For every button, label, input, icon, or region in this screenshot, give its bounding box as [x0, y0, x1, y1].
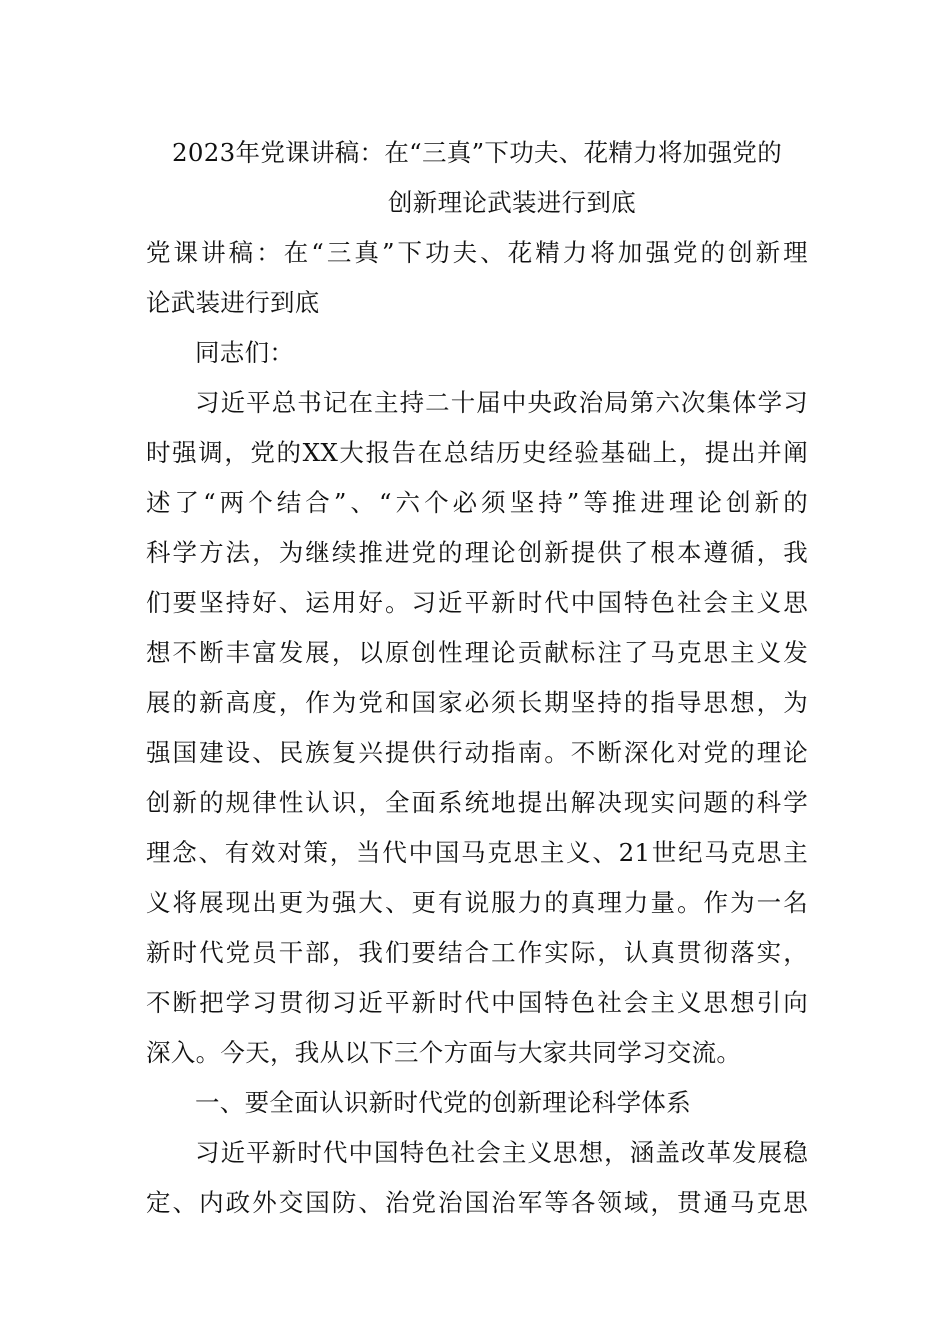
- paragraph-line: 强国建设、民族复兴提供行动指南。不断深化对党的理论: [146, 738, 808, 767]
- paragraph-intro: [146, 378, 808, 1078]
- title-line: 创新理论武装进行到底: [388, 188, 636, 217]
- paragraph-section1: [146, 1128, 808, 1228]
- title-line: 2023年党课讲稿：在“三真”下功夫、花精力将加强党的: [172, 138, 782, 167]
- salutation-text: 同志们：: [195, 338, 295, 367]
- paragraph-line: 们要坚持好、运用好。习近平新时代中国特色社会主义思: [146, 588, 808, 617]
- paragraph-line: 理念、有效对策，当代中国马克思主义、21世纪马克思主: [146, 838, 808, 867]
- paragraph-line: 习近平总书记在主持二十届中央政治局第六次集体学习: [195, 388, 808, 417]
- document-body: [146, 128, 808, 1228]
- paragraph-line: 定、内政外交国防、治党治国治军等各领域，贯通马克思: [146, 1188, 808, 1217]
- paragraph-line: 时强调，党的XX大报告在总结历史经验基础上，提出并阐: [146, 438, 808, 467]
- paragraph-line: 新时代党员干部，我们要结合工作实际，认真贯彻落实，: [146, 938, 808, 967]
- paragraph-line: 科学方法，为继续推进党的理论创新提供了根本遵循，我: [146, 538, 808, 567]
- paragraph-line: 述了“两个结合”、“六个必须坚持”等推进理论创新的: [146, 488, 808, 517]
- section-heading: [146, 1078, 808, 1128]
- paragraph-line: 义将展现出更为强大、更有说服力的真理力量。作为一名: [146, 888, 808, 917]
- document-subtitle: [146, 228, 808, 328]
- salutation: [146, 328, 808, 378]
- paragraph-line: 展的新高度，作为党和国家必须长期坚持的指导思想，为: [146, 688, 808, 717]
- paragraph-line: 想不断丰富发展，以原创性理论贡献标注了马克思主义发: [146, 638, 808, 667]
- subtitle-line: 党课讲稿：在“三真”下功夫、花精力将加强党的创新理: [146, 238, 808, 267]
- subtitle-line: 论武装进行到底: [146, 288, 320, 317]
- paragraph-line: 创新的规律性认识，全面系统地提出解决现实问题的科学: [146, 788, 808, 817]
- paragraph-line: 习近平新时代中国特色社会主义思想，涵盖改革发展稳: [195, 1138, 808, 1167]
- paragraph-line: 深入。今天，我从以下三个方面与大家共同学习交流。: [146, 1038, 742, 1067]
- paragraph-line: 不断把学习贯彻习近平新时代中国特色社会主义思想引向: [146, 988, 808, 1017]
- document-title: [146, 128, 808, 228]
- section-heading-text: 一、要全面认识新时代党的创新理论科学体系: [195, 1088, 691, 1117]
